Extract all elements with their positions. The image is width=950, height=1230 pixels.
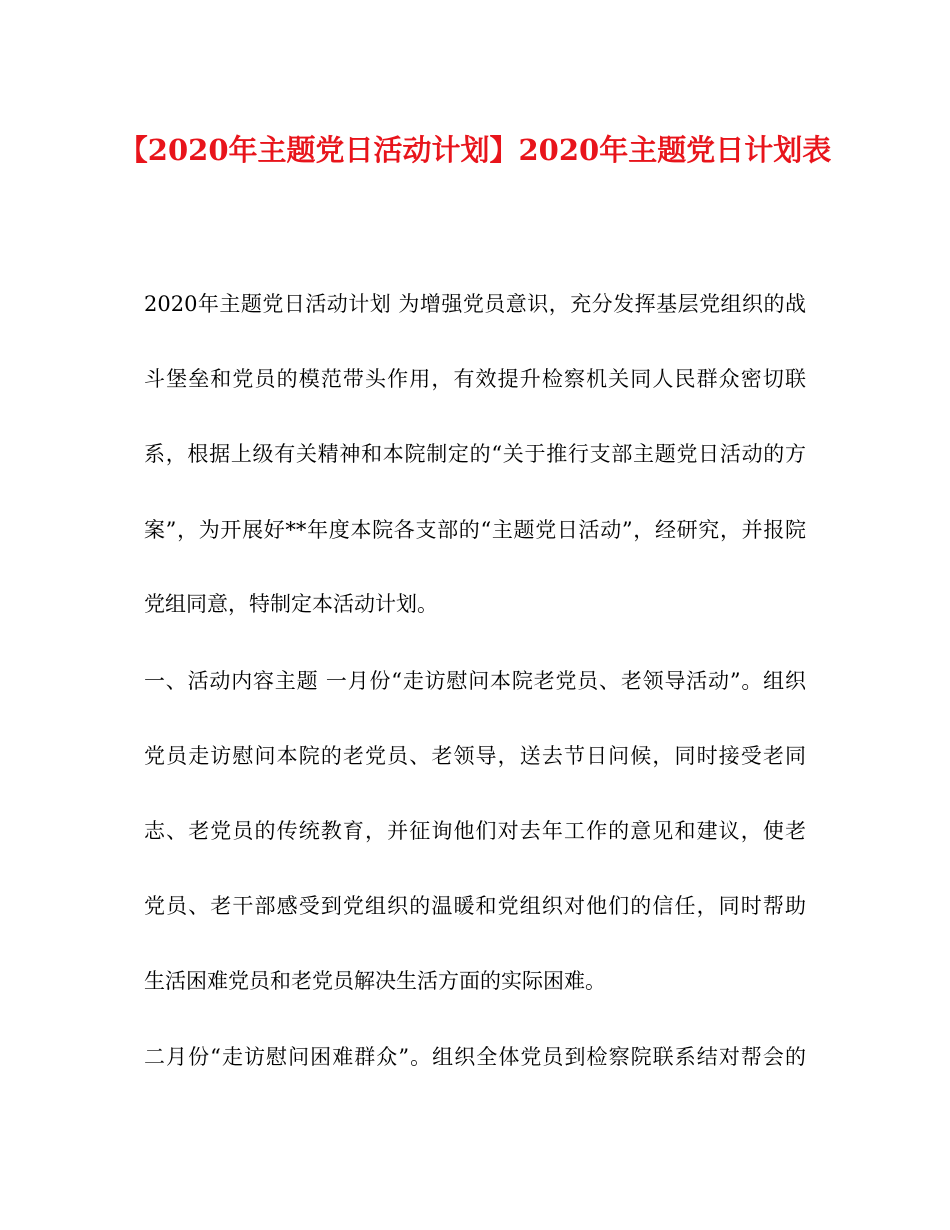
body-line: 党员走访慰问本院的老党员、老领导，送去节日问候，同时接受老同 (144, 744, 806, 768)
body-line: 案”，为开展好**年度本院各支部的“主题党日活动”，经研究，并报院 (144, 518, 806, 542)
body-line: 志、老党员的传统教育，并征询他们对去年工作的意见和建议，使老 (144, 819, 806, 843)
document-title: 【2020年主题党日活动计划】2020年主题党日计划表 (118, 133, 832, 167)
body-line: 系，根据上级有关精神和本院制定的“关于推行支部主题党日活动的方 (144, 442, 806, 466)
body-line: 生活困难党员和老党员解决生活方面的实际困难。 (144, 969, 606, 993)
body-line: 2020年主题党日活动计划 为增强党员意识，充分发挥基层党组织的战 (144, 292, 806, 316)
body-line: 党组同意，特制定本活动计划。 (144, 592, 438, 616)
body-line: 一、活动内容主题 一月份“走访慰问本院老党员、老领导活动”。组织 (144, 669, 806, 693)
body-line: 党员、老干部感受到党组织的温暖和党组织对他们的信任，同时帮助 (144, 894, 806, 918)
body-line: 斗堡垒和党员的模范带头作用，有效提升检察机关同人民群众密切联 (144, 367, 806, 391)
body-line: 二月份“走访慰问困难群众”。组织全体党员到检察院联系结对帮会的 (144, 1045, 806, 1069)
